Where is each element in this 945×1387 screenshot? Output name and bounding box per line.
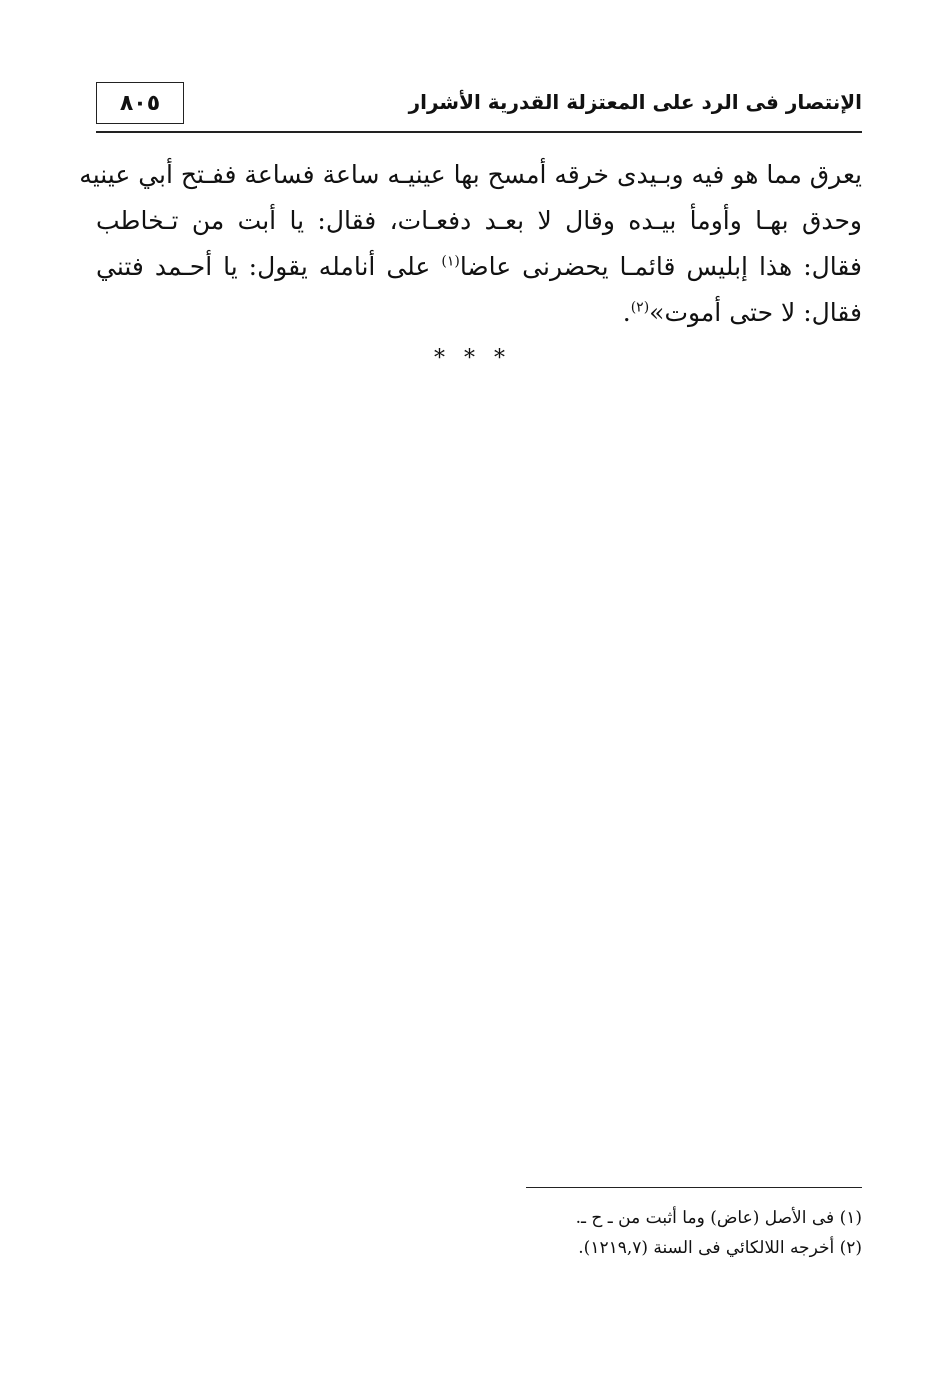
body-line: وحدق بهـا وأومأ بيـده وقال لا بعـد دفعـات، فقال: يا أبت من تـخاطب: [96, 206, 862, 235]
body-line: [96, 290, 862, 336]
footnote-rule: [526, 1187, 862, 1188]
footnote-1: (١) فى الأصل (عاض) وما أثبت من ـ ح ـ.: [575, 1208, 862, 1228]
body-line-part: فقال: لا حتى أموت»: [649, 298, 862, 327]
running-title: الإنتصار فى الرد على المعتزلة القدرية الأشرار: [408, 90, 862, 114]
body-line-part: على أنامله يقول: يا أحـمد فتني: [96, 252, 431, 281]
page-header: [96, 82, 862, 132]
body-line: [96, 244, 862, 290]
footnote-marker-2: (٢): [630, 299, 650, 316]
footnote-marker-1: (١): [441, 253, 460, 270]
body-line: يعرق مما هو فيه وبـيدى خرقه أمسح بها عينيـه ساعة فساعة ففـتح أبي عينيه: [79, 160, 862, 189]
body-line-part: .: [622, 298, 631, 327]
section-ornament: * * *: [434, 346, 511, 371]
page-number: ٨٠٥: [96, 82, 184, 124]
main-text: [79, 152, 862, 336]
body-line-part: فقال: هذا إبليس قائمـا يحضرنى عاضا: [459, 252, 862, 281]
header-rule: [96, 131, 862, 133]
footnote-2: (٢) أخرجه اللالكائي فى السنة (١٢١٩,٧).: [578, 1238, 862, 1258]
footnotes: [302, 1203, 862, 1263]
